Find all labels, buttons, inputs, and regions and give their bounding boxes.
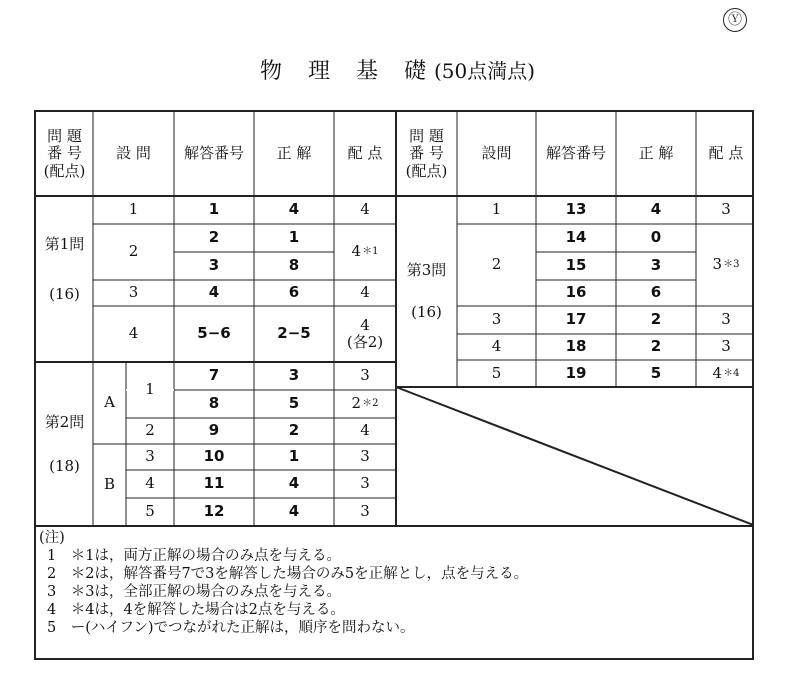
q3-pts-14-note: ＊3 — [723, 259, 740, 271]
q3-pts-18: 3 — [721, 337, 731, 356]
q1-no-1: 1 — [208, 200, 220, 219]
q2-no-10: 10 — [203, 447, 225, 466]
q2-no-9: 9 — [208, 421, 220, 440]
q3-setsumon-5: 5 — [491, 363, 502, 382]
q3-ans-13: 4 — [650, 200, 662, 219]
q3-label: 第3問 — [406, 261, 447, 280]
q3-ans-19: 5 — [650, 363, 662, 382]
q1-ans-3: 8 — [288, 256, 300, 275]
q3-pts-14-value: 3 — [712, 255, 723, 274]
q2-group-a: A — [104, 393, 115, 412]
header-setsumon-left: 設 問 — [116, 144, 151, 163]
q1-pts-4-value: 4 — [360, 315, 370, 334]
q1-no-5: 5−6 — [197, 324, 231, 343]
q1-pts-2-value: 4 — [351, 242, 362, 261]
header-mondai-left: 問 題 番 号 (配点) — [43, 127, 86, 180]
answer-table — [34, 110, 754, 660]
q2-pts-8 — [334, 390, 396, 418]
q3-pts-19-value: 4 — [712, 363, 723, 382]
q2-setsumon-2: 2 — [145, 421, 155, 440]
header-seikai-right: 正 解 — [638, 144, 674, 163]
q1-points: (16) — [49, 285, 80, 304]
q3-no-18: 18 — [565, 337, 587, 356]
q2-no-12: 12 — [203, 502, 225, 521]
q1-pts-1: 4 — [360, 200, 370, 219]
q3-pts-19-note: ＊4 — [723, 367, 740, 379]
q2-setsumon-3: 3 — [145, 447, 155, 466]
q2-setsumon-1: 1 — [145, 380, 155, 399]
q3-ans-15: 3 — [650, 256, 662, 275]
q2-pts-8-note: ＊2 — [362, 398, 379, 410]
q2-ans-7: 3 — [288, 366, 300, 385]
q3-no-16: 16 — [565, 283, 587, 302]
q2-no-8: 8 — [208, 394, 220, 413]
title-subtext: (50点満点) — [433, 59, 536, 83]
q3-no-13: 13 — [565, 200, 587, 219]
q1-setsumon-3: 3 — [128, 283, 139, 302]
notes-section — [39, 529, 528, 637]
note-item-1: 1 ＊1は，両方正解の場合のみ点を与える。 — [47, 548, 341, 564]
title-text: 物 理 基 礎 — [259, 59, 428, 84]
q3-ans-17: 2 — [650, 310, 662, 329]
note-item-4: 4 ＊4は，4を解答した場合は2点を与える。 — [47, 602, 345, 618]
q3-no-14: 14 — [565, 228, 587, 247]
q2-ans-9: 2 — [288, 421, 300, 440]
q3-points: (16) — [411, 303, 442, 322]
q2-ans-8: 5 — [288, 394, 300, 413]
q3-pts-17: 3 — [721, 310, 731, 329]
q1-setsumon-4: 4 — [128, 324, 139, 343]
q3-setsumon-3: 3 — [491, 310, 502, 329]
header-haiten-right: 配 点 — [708, 144, 744, 163]
q3-ans-16: 6 — [650, 283, 662, 302]
q2-pts-12: 3 — [360, 502, 370, 521]
q1-no-2: 2 — [208, 228, 220, 247]
q2-setsumon-4: 4 — [145, 474, 155, 493]
q1-setsumon-2: 2 — [128, 242, 139, 261]
q1-pts-4-sub: (各2) — [346, 333, 384, 351]
note-item-2: 2 ＊2は，解答番号7で3を解答した場合のみ5を正解とし，点を与える。 — [47, 566, 529, 582]
q2-setsumon-5: 5 — [145, 502, 155, 521]
page-title — [0, 54, 795, 85]
q2-pts-8-value: 2 — [351, 394, 362, 413]
q3-ans-18: 2 — [650, 337, 662, 356]
q2-points: (18) — [49, 457, 80, 476]
q2-pts-9: 4 — [360, 421, 370, 440]
q3-no-19: 19 — [565, 363, 587, 382]
q1-ans-5: 2−5 — [277, 324, 311, 343]
q1-pts-4 — [334, 306, 396, 362]
q3-no-17: 17 — [565, 310, 587, 329]
q2-group-b: B — [103, 475, 116, 494]
q3-setsumon-1: 1 — [491, 200, 502, 219]
q3-ans-14: 0 — [650, 228, 662, 247]
q1-ans-2: 1 — [288, 228, 300, 247]
q3-pts-14 — [696, 224, 754, 306]
header-kaito-right: 解答番号 — [545, 144, 606, 163]
q1-pts-3: 4 — [360, 283, 370, 302]
q1-setsumon-1: 1 — [128, 200, 139, 219]
q2-ans-11: 4 — [288, 474, 300, 493]
note-item-5: 5 ー(ハイフン)でつながれた正解は，順序を問わない。 — [47, 620, 415, 636]
q1-pts-2-note: ＊1 — [362, 246, 379, 258]
q1-ans-4: 6 — [288, 283, 300, 302]
header-kaito-left: 解答番号 — [183, 144, 244, 163]
q2-no-11: 11 — [203, 474, 225, 493]
q3-setsumon-2: 2 — [491, 255, 502, 274]
q2-ans-10: 1 — [288, 447, 300, 466]
header-mondai-right: 問 題 番 号 (配点) — [405, 127, 448, 180]
q3-pts-19 — [696, 360, 754, 387]
q3-no-15: 15 — [565, 256, 587, 275]
q3-pts-13: 3 — [721, 200, 731, 219]
q2-pts-10: 3 — [360, 447, 370, 466]
q2-no-7: 7 — [208, 366, 220, 385]
q3-setsumon-4: 4 — [491, 337, 502, 356]
note-item-3: 3 ＊3は，全部正解の場合のみ点を与える。 — [47, 584, 341, 600]
q1-no-3: 3 — [208, 256, 220, 275]
q1-ans-1: 4 — [288, 200, 300, 219]
q1-pts-2 — [334, 224, 396, 280]
q2-label: 第2問 — [44, 413, 85, 432]
header-seikai-left: 正 解 — [276, 144, 312, 163]
q1-label: 第1問 — [44, 235, 85, 254]
version-mark: Ⓨ — [723, 8, 747, 32]
notes-heading: (注) — [39, 530, 65, 546]
q2-ans-12: 4 — [288, 502, 300, 521]
q1-no-4: 4 — [208, 283, 220, 302]
q2-pts-11: 3 — [360, 474, 370, 493]
q2-pts-7: 3 — [360, 366, 370, 385]
header-haiten-left: 配 点 — [347, 144, 383, 163]
header-setsumon-right: 設問 — [481, 144, 512, 163]
